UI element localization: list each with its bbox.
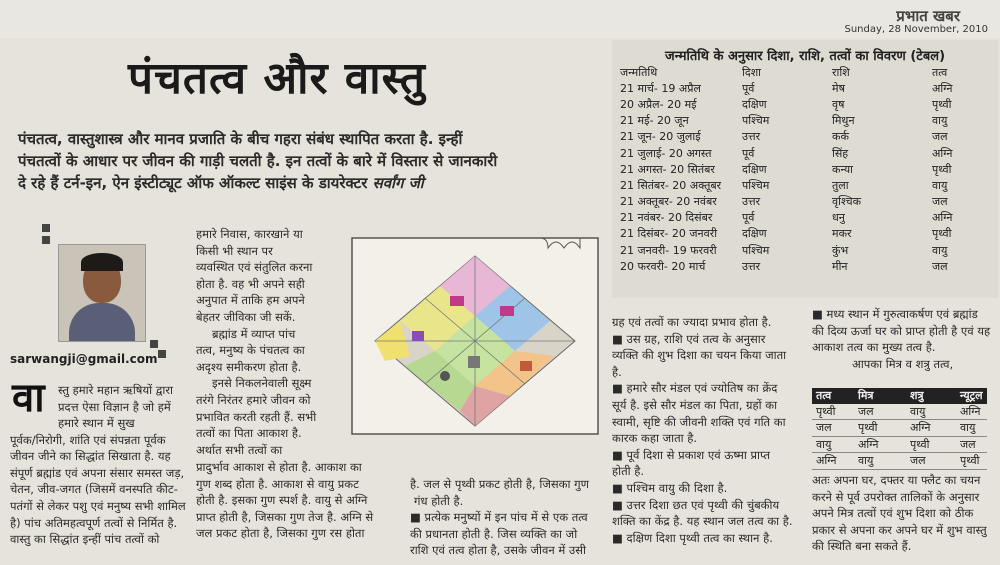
drop-cap: वा	[12, 375, 45, 421]
photo-shirt	[69, 303, 135, 342]
table-row: अग्नि वायु जल पृथ्वी	[812, 453, 987, 470]
table-row: वायु अग्नि पृथ्वी जल	[812, 436, 987, 453]
table-row: 21 नवंबर- 20 दिसंबर पूर्व धनु अग्नि	[620, 211, 953, 225]
article-intro	[18, 128, 608, 194]
table-header-row: जन्मतिथि दिशा राशि तत्व	[620, 65, 948, 79]
author-photo	[58, 244, 146, 342]
table-row: 20 फरवरी- 20 मार्च उत्तर मीन जल	[620, 259, 948, 273]
room-marker	[412, 331, 424, 341]
table-row: 21 जनवरी- 19 फरवरी पश्चिम कुंभ वायु	[620, 243, 948, 257]
table-row: 21 जून- 20 जुलाई उत्तर कर्क जल	[620, 130, 948, 144]
decor-square	[158, 350, 166, 358]
table-row: 21 मई- 20 जून पश्चिम मिथुन वायु	[620, 114, 948, 128]
table-row: 20 अप्रैल- 20 मई दक्षिण वृष पृथ्वी	[620, 97, 952, 111]
column-5: ■ मध्य स्थान में गुरुत्वाकर्षण एवं ब्रह्मांड की दिव्य ऊर्जा घर को प्राप्त होती है एवं यह आकाश तत्व का मुख्य तत्व है. आपका मित्र व शत्रु तत्व,	[812, 306, 998, 372]
room-marker	[520, 361, 532, 371]
table-row: 21 अगस्त- 20 सितंबर दक्षिण कन्या पृथ्वी	[620, 162, 952, 176]
closing-paragraph: अतः अपना घर, दफ्तर या फ्लैट का चयन करने से पूर्व उपरोक्त तालिकों के अनुसार अपने मित्र तत्वों एवं शुभ दिशा को ठीक प्रकार से अपना कर अपने घर में शुभ वास्तु की स्थिति बना सकते हैं.	[812, 473, 987, 554]
room-marker	[450, 296, 464, 306]
author-name: सर्वांग जी	[372, 174, 424, 192]
table-header-row: तत्व मित्र शत्रु न्यूट्रल	[812, 388, 987, 404]
room-marker	[500, 306, 514, 316]
photo-hair	[81, 253, 123, 271]
vastu-floorplan-diagram	[350, 236, 600, 436]
table-row: 21 अक्तूबर- 20 नवंबर उत्तर वृश्चिक जल	[620, 195, 948, 209]
table-row: जल पृथ्वी अग्नि वायु	[812, 420, 987, 437]
column-3: है. जल से पृथ्वी प्रकट होती है, जिसका गुण गंध होती है. ■ प्रत्येक मनुष्यों में इन पांच में से एक तत्व की प्रधानता होती है. जिस व्यक्ति का जो राशि एवं तत्व होता है, उसके जीवन में उसी	[410, 477, 589, 558]
column-2: हमारे निवास, कारखाने या किसी भी स्थान पर व्यवस्थित एवं संतुलित करना होता है. वह भी अपने सही अनुपात में ताकि हम अपने बेहतर जीविका जी सकें. ब्रह्मांड में व्याप्त पांच तत्व, मनुष्य के पंचतत्व का अदृश्य समीकरण होता है. इनसे निकलनेवाली सूक्ष्म तरंगे निरंतर हमारे जीवन को प्रभावित करती रहती हैं. सभी तत्वों का पिता आकाश है. अर्थात सभी तत्वों का	[196, 227, 317, 457]
intro-line: पंचतत्व, वास्तुशास्त्र और मानव प्रजाति के बीच गहरा संबंध स्थापित करता है. इन्हीं	[18, 130, 463, 148]
publication-date: Sunday, 28 November, 2010	[844, 24, 988, 35]
table-title: जन्मतिथि के अनुसार दिशा, राशि, तत्वों का विवरण (टेबल)	[664, 49, 946, 64]
intro-line: दे रहे हैं टर्न-इन, ऐन इंस्टीट्यूट ऑफ ऑकल्ट साइंस के डायरेक्टर सर्वांग जी	[18, 174, 424, 192]
birthdate-table	[618, 64, 954, 274]
column-1: हमारे स्थान में सुख पूर्वक/निरोगी, शांति एवं संपन्नता पूर्वक जीवन जीने का सिद्धांत सिखाता है. यह संपूर्ण ब्रह्मांड एवं अपना संसार समस्त जड़, चेतन, जीव-जगत (जिसमें वनस्पति कीट- पतंगों से लेकर पशु एवं मनुष्य सभी शामिल है) पांच अतिमहत्वपूर्ण तत्वों से निर्मित है. वास्तु का सिद्धांत इन्हीं पांच तत्वों को	[10, 416, 186, 547]
article-title: पंचतत्व और वास्तु	[128, 53, 426, 104]
table-row: पृथ्वी जल वायु अग्नि	[812, 404, 987, 420]
decor-square	[150, 340, 158, 348]
intro-line: पंचतत्वों के आधार पर जीवन की गाड़ी चलती है. इन तत्वों के बारे में विस्तार से जानकारी	[18, 152, 498, 170]
table-row: 21 जुलाई- 20 अगस्त पूर्व सिंह अग्नि	[620, 146, 953, 160]
table-row: 21 दिसंबर- 20 जनवरी दक्षिण मकर पृथ्वी	[620, 227, 952, 241]
decor-square	[42, 224, 50, 232]
table2-caption: आपका मित्र व शत्रु तत्व,	[852, 356, 954, 371]
table-row: 21 सितंबर- 20 अक्तूबर पश्चिम तुला वायु	[620, 178, 948, 192]
table-row: 21 मार्च- 19 अप्रैल पूर्व मेष अग्नि	[620, 81, 953, 95]
newspaper-logo: प्रभात खबर	[896, 7, 960, 25]
column-1-top: स्तु हमारे महान ऋषियों द्वारा प्रदत्त ऐसा विज्ञान है जो हमें	[58, 383, 174, 414]
room-marker	[440, 371, 450, 381]
author-email: sarwangji@gmail.com	[10, 352, 158, 366]
friend-enemy-table	[812, 388, 987, 470]
decor-square	[42, 236, 50, 244]
column-2-wide: प्रादुर्भाव आकाश से होता है. आकाश का गुण शब्द होता है. आकाश से वायु प्रकट होती है. इसका गुण स्पर्श है. वायु से अग्नि प्राप्त होती है, जिसका गुण तेज है. अग्नि से जल प्रकट होता है, जिसका गुण रस होता	[196, 460, 374, 541]
column-4: ग्रह एवं तत्वों का ज्यादा प्रभाव होता है. ■ उस ग्रह, राशि एवं तत्व के अनुसार व्यक्ति की शुभ दिशा का चयन किया जाता है. ■ हमारे सौर मंडल एवं ज्योतिष का क्रेंद सूर्य है. इसे सौर मंडल का पिता, ग्रहों का स्वामी, सृष्टि की जीवनी शक्ति एवं गति का कारक कहा जाता है. ■ पूर्व दिशा से प्रकाश एवं ऊष्मा प्राप्त होती है. ■ पश्चिम वायु की दिशा है. ■ उत्तर दिशा छत एवं पृथ्वी की चुंबकीय शक्ति का केंद्र है. यह स्थान जल तत्व का है. ■ दक्षिण दिशा पृथ्वी तत्व का स्थान है.	[612, 315, 793, 545]
room-marker	[468, 356, 480, 368]
